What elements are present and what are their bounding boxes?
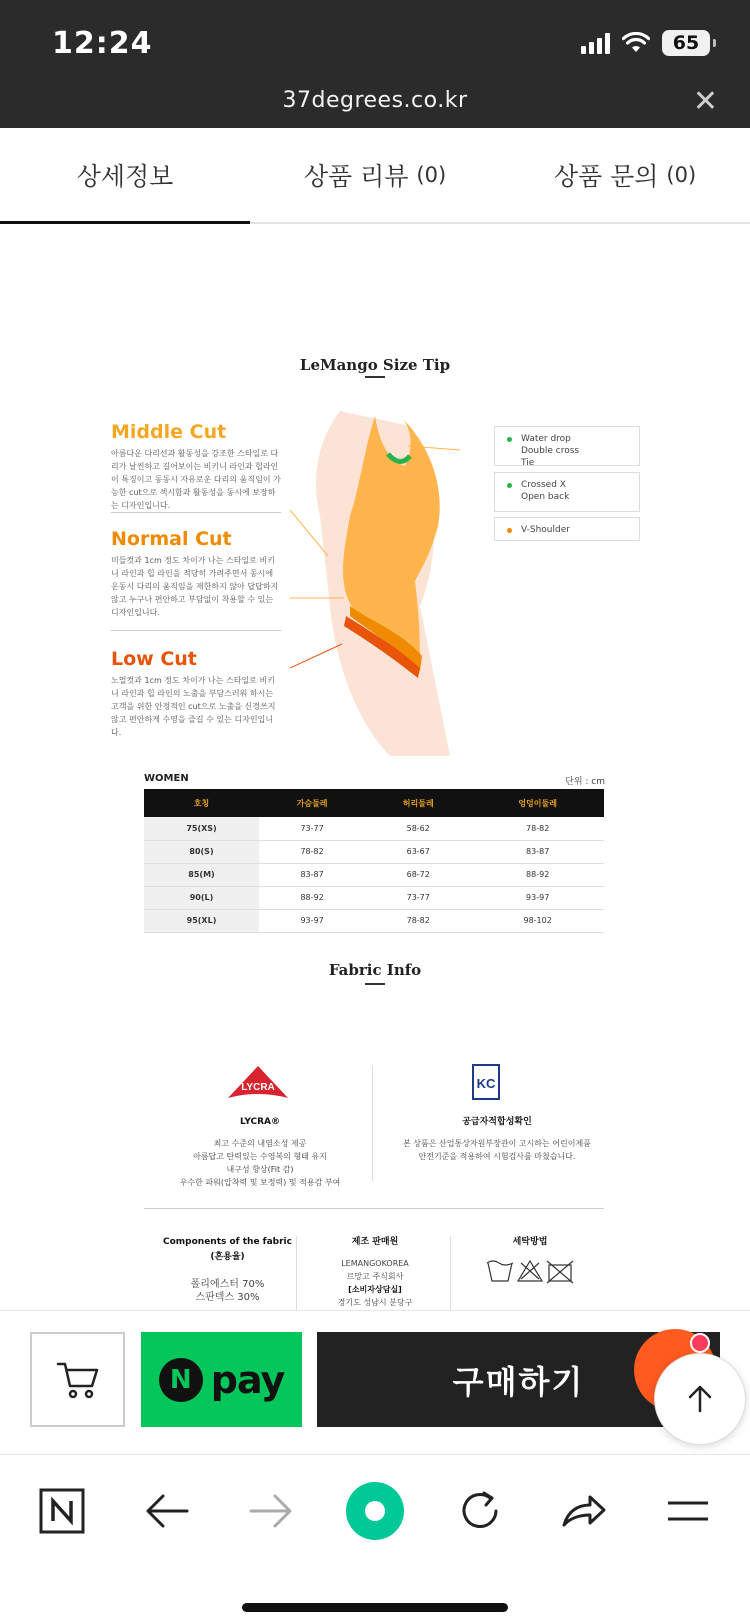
arrow-up-icon	[685, 1384, 715, 1414]
table-header-row	[144, 789, 604, 817]
table-header: 허리둘레	[365, 789, 471, 817]
feature-text: Water drop Double cross Tie	[521, 434, 580, 468]
scroll-to-top-button[interactable]	[654, 1353, 746, 1445]
table-cell: 93-97	[471, 886, 604, 909]
size-table-unit: 단위 : cm	[565, 777, 605, 787]
share-button[interactable]	[554, 1481, 614, 1541]
divider	[111, 512, 281, 513]
naver-home-button[interactable]	[32, 1481, 92, 1541]
horizontal-divider	[144, 1208, 604, 1209]
table-header: 호칭	[144, 789, 259, 817]
components-info	[160, 1236, 295, 1304]
browser-toolbar	[0, 1454, 750, 1624]
npay-label: pay	[210, 1357, 285, 1402]
lycra-line: 내구성 향상(Fit 감)	[226, 1165, 294, 1174]
size-tip-title: LeMango Size Tip	[299, 356, 451, 374]
table-cell: 58-62	[365, 817, 471, 840]
browser-top-bar	[0, 0, 750, 128]
kc-certification-icon	[472, 1064, 500, 1100]
title-underline	[365, 983, 385, 985]
orange-dot-icon	[507, 528, 512, 533]
table-cell: 78-82	[365, 909, 471, 932]
url-address[interactable]: 37degrees.co.kr	[282, 88, 468, 113]
table-cell: 73-77	[365, 886, 471, 909]
normal-cut-title: Normal Cut	[111, 528, 232, 550]
tab-label: 상품 문의	[553, 162, 659, 191]
size-table-label: WOMEN	[144, 773, 189, 784]
back-button[interactable]	[137, 1481, 197, 1541]
table-cell: 98-102	[471, 909, 604, 932]
tab-count: (0)	[416, 163, 447, 187]
close-icon[interactable]: ✕	[692, 84, 718, 119]
refresh-button[interactable]	[450, 1481, 510, 1541]
table-cell: 85(M)	[144, 863, 259, 886]
status-icons	[581, 30, 710, 56]
lycra-line: 최고 수준의 내염소성 제공	[213, 1139, 307, 1148]
lycra-info	[170, 1116, 350, 1189]
kc-info	[392, 1116, 602, 1163]
table-cell: 80(S)	[144, 840, 259, 863]
vertical-divider	[372, 1066, 373, 1181]
feature-box-crossed-x	[494, 472, 640, 512]
green-dot-button[interactable]	[345, 1481, 405, 1541]
table-cell: 88-92	[259, 886, 365, 909]
maker-line: [소비자상담실]	[348, 1285, 402, 1294]
npay-button[interactable]	[141, 1332, 302, 1427]
table-cell: 88-92	[471, 863, 604, 886]
feature-box-water-drop	[494, 426, 640, 466]
green-dot-icon	[507, 483, 512, 488]
table-cell: 78-82	[471, 817, 604, 840]
table-row	[144, 863, 604, 886]
low-cut-title: Low Cut	[111, 648, 197, 670]
buy-now-button[interactable]: 구매하기	[317, 1332, 720, 1427]
kc-line: 안전기준을 적용하여 시험검사를 마쳤습니다.	[418, 1152, 576, 1161]
components-title: Components of the fabric	[163, 1237, 292, 1247]
table-row	[144, 817, 604, 840]
refresh-icon	[458, 1489, 502, 1533]
care-title: 세탁방법	[512, 1237, 548, 1247]
green-dot-icon	[507, 437, 512, 442]
table-row	[144, 909, 604, 932]
home-indicator[interactable]	[242, 1603, 508, 1612]
size-table	[144, 789, 604, 933]
table-cell: 90(L)	[144, 886, 259, 909]
kc-line: 본 상품은 산업통상자원부장관이 고시하는 어린이제품	[403, 1139, 591, 1148]
arrow-right-icon	[249, 1493, 293, 1529]
naver-n-icon	[39, 1488, 85, 1534]
table-cell: 73-77	[259, 817, 365, 840]
table-header: 엉덩이둘레	[471, 789, 604, 817]
middle-cut-desc: 아름다운 다리선과 활동성을 강조한 스타일로 다리가 날씬하고 길어보이는 비키니 라인과 힙라인이 특징이고 동동시 자유로운 다리의 움직임이 가능한 cut으로 섹시함과 활동성을 동시에 보장하는 디자인입니다.	[111, 449, 281, 510]
share-icon	[560, 1491, 608, 1531]
maker-title: 제조 판매원	[351, 1237, 399, 1247]
battery-indicator: 65	[662, 30, 710, 56]
normal-cut-desc: 미들컷과 1cm 정도 차이가 나는 스타일로 비키니 라인과 힙 라인을 적당히 가려주면서 동시에 운동시 다리의 움직임을 제한하지 않아 답답하지 않고 누구나 편안하고 부담없이 착용할 수 있는 디자인입니다.	[111, 556, 279, 617]
maker-info	[305, 1236, 445, 1309]
purchase-bar	[0, 1310, 750, 1454]
forward-button[interactable]	[241, 1481, 301, 1541]
table-cell: 83-87	[471, 840, 604, 863]
feature-text: V-Shoulder	[521, 525, 570, 535]
table-cell: 93-97	[259, 909, 365, 932]
tab-detail-info[interactable]	[0, 128, 250, 222]
green-circle-icon	[345, 1481, 405, 1541]
cellular-signal-icon	[581, 32, 610, 54]
tab-count: (0)	[666, 163, 697, 187]
table-row	[144, 840, 604, 863]
tab-label: 상세정보	[76, 162, 174, 191]
table-cell: 83-87	[259, 863, 365, 886]
menu-button[interactable]	[658, 1481, 718, 1541]
kc-name: 공급자적합성확인	[462, 1117, 532, 1127]
laundry-care-icons	[485, 1257, 575, 1285]
middle-cut-title: Middle Cut	[111, 421, 227, 443]
cart-icon	[56, 1360, 100, 1400]
wifi-icon	[622, 32, 650, 54]
vertical-divider	[450, 1236, 451, 1311]
fabric-info-title: Fabric Info	[328, 961, 422, 979]
table-cell: 75(XS)	[144, 817, 259, 840]
table-cell: 63-67	[365, 840, 471, 863]
components-subtitle: (혼용율)	[210, 1252, 245, 1262]
vertical-divider	[296, 1236, 297, 1311]
maker-line: 르망고 주식회사	[346, 1272, 404, 1281]
lycra-line: 아름답고 탄력있는 수영복의 형태 유지	[193, 1152, 327, 1161]
tab-product-review[interactable]	[250, 128, 500, 222]
kc-logo-text: KC	[476, 1076, 496, 1091]
product-detail-content[interactable]	[0, 226, 750, 1311]
cart-button[interactable]	[30, 1332, 125, 1427]
tab-label: 상품 리뷰	[303, 162, 409, 191]
components-line: 스판덱스 30%	[195, 1292, 260, 1303]
table-cell: 78-82	[259, 840, 365, 863]
swimsuit-illustration	[290, 406, 490, 766]
lycra-name: LYCRA®	[239, 1117, 281, 1127]
title-underline	[365, 376, 385, 378]
lycra-logo-icon	[228, 1066, 288, 1100]
arrow-left-icon	[145, 1493, 189, 1529]
feature-text: Crossed X Open back	[521, 480, 570, 502]
table-row	[144, 886, 604, 909]
naver-n-icon: N	[159, 1358, 203, 1402]
table-cell: 95(XL)	[144, 909, 259, 932]
care-info	[460, 1236, 600, 1289]
table-header: 가슴둘레	[259, 789, 365, 817]
hamburger-menu-icon	[666, 1499, 710, 1523]
status-time: 12:24	[52, 26, 153, 61]
low-cut-desc: 노멀컷과 1cm 정도 차이가 나는 스타일로 비키니 라인과 힙 라인의 노출을 부담스러워 하시는 고객을 위한 안정적인 cut으로 노출을 신경쓰지 않고 편안하게 수영을 즐길 수 있는 디자인입니다.	[111, 676, 276, 737]
components-line: 폴리에스터 70%	[190, 1279, 265, 1290]
feature-box-v-shoulder	[494, 517, 640, 541]
lycra-logo-text: LYCRA	[241, 1082, 275, 1093]
lycra-line: 우수한 파워(압착력 및 보정력) 및 적용감 부여	[179, 1178, 341, 1187]
table-cell: 68-72	[365, 863, 471, 886]
maker-line: LEMANGOKOREA	[341, 1259, 409, 1268]
product-tabs	[0, 128, 750, 224]
maker-line: 경기도 성남시 분당구	[337, 1298, 413, 1307]
tab-product-inquiry[interactable]	[500, 128, 750, 222]
divider	[111, 630, 281, 631]
